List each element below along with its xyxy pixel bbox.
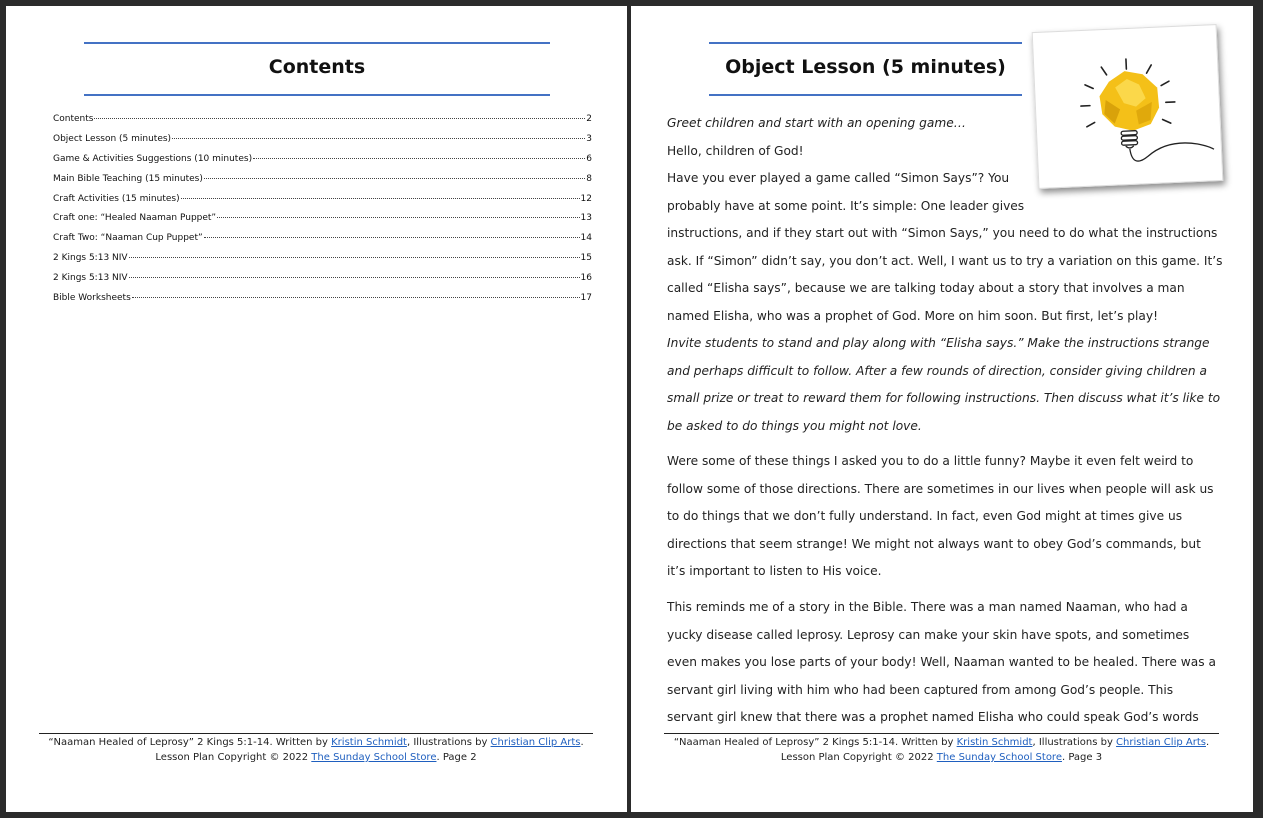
paragraph: [667, 138, 804, 166]
toc-entry[interactable]: [53, 253, 592, 273]
table-of-contents: [53, 114, 592, 313]
toc-entry-title: Craft one: “Healed Naaman Puppet”: [53, 213, 217, 224]
text-line: directions that seem strange! We might not always want to obey God’s commands, but: [667, 536, 1201, 551]
toc-leader-dots: [132, 297, 580, 298]
toc-entry[interactable]: [53, 273, 592, 293]
illustrator-link[interactable]: Christian Clip Arts: [490, 737, 581, 748]
toc-leader-dots: [94, 118, 585, 119]
text-line: servant girl knew that there was a prophet named Elisha who could speak God’s words: [667, 710, 1199, 724]
toc-leader-dots: [253, 158, 585, 159]
toc-entry[interactable]: [53, 233, 592, 253]
toc-entry-title: Craft Activities (15 minutes): [53, 193, 180, 204]
footer-text: , Illustrations by: [406, 737, 491, 748]
toc-entry[interactable]: [53, 114, 592, 134]
paragraph: [667, 110, 966, 138]
footer-text: . Page 2: [436, 752, 477, 763]
footer-text: “Naaman Healed of Leprosy” 2 Kings 5:1-14. Written by: [48, 737, 332, 748]
footer-text: .: [1205, 737, 1210, 748]
text-line: yucky disease called leprosy. Leprosy can make your skin have spots, and sometimes: [667, 627, 1190, 642]
footer: [39, 735, 593, 765]
lightbulb-icon: [1033, 25, 1223, 188]
toc-entry-page: 2: [586, 114, 592, 124]
heading-bottom-rule: [84, 94, 550, 96]
paragraph: [667, 594, 1216, 732]
footer-text: Lesson Plan Copyright © 2022: [155, 752, 312, 763]
page-2: [6, 6, 627, 812]
text-line: Have you ever played a game called “Simon Says”? You: [667, 171, 1010, 185]
toc-entry-title: Game & Activities Suggestions (10 minutes): [53, 153, 253, 164]
store-link[interactable]: The Sunday School Store: [311, 752, 437, 763]
toc-entry-title: 2 Kings 5:13 NIV: [53, 273, 128, 284]
toc-entry-title: Main Bible Teaching (15 minutes): [53, 173, 203, 184]
paragraph: [667, 448, 1214, 586]
toc-entry-title: Object Lesson (5 minutes): [53, 133, 172, 144]
text-line: This reminds me of a story in the Bible. There was a man named Naaman, who had a: [667, 600, 1188, 614]
toc-entry-page: 6: [586, 153, 592, 164]
toc-entry-page: 13: [580, 213, 592, 224]
store-link[interactable]: The Sunday School Store: [936, 752, 1062, 763]
page-3: [631, 6, 1253, 812]
text-line: named Elisha, who was a prophet of God. More on him soon. But first, let’s play!: [667, 308, 1158, 323]
toc-entry[interactable]: [53, 174, 592, 194]
footer-rule: [39, 733, 593, 734]
footer-text: “Naaman Healed of Leprosy” 2 Kings 5:1-14. Written by: [673, 737, 957, 748]
paragraph: [667, 165, 1222, 330]
page-title: Contents: [268, 56, 366, 78]
text-line: and perhaps difficult to follow. After a few rounds of direction, consider giving children a: [667, 363, 1207, 378]
heading-bottom-rule: [709, 94, 1022, 96]
toc-entry-page: 3: [586, 133, 592, 144]
toc-entry[interactable]: [53, 293, 592, 313]
toc-leader-dots: [204, 178, 585, 179]
text-line: called “Elisha says”, because we are talking today about a story that involves a man: [667, 281, 1185, 295]
author-link[interactable]: Kristin Schmidt: [956, 737, 1033, 748]
text-line: instructions, and if they start out with “Simon Says,” you need to do what the instructions: [667, 226, 1218, 240]
toc-entry-title: Craft Two: “Naaman Cup Puppet”: [53, 233, 203, 244]
toc-entry[interactable]: [53, 154, 592, 174]
toc-entry[interactable]: [53, 194, 592, 214]
toc-entry-page: 16: [580, 273, 592, 284]
author-link[interactable]: Kristin Schmidt: [331, 737, 407, 748]
toc-leader-dots: [181, 198, 580, 199]
footer-line-2: [664, 750, 1219, 765]
toc-entry-title: 2 Kings 5:13 NIV: [53, 253, 128, 264]
toc-entry-title: Contents: [53, 114, 94, 124]
text-line: small prize or treat to reward them for following instructions. Then discuss what it’s like to: [667, 391, 1221, 405]
toc-leader-dots: [172, 138, 585, 139]
footer-rule: [664, 733, 1219, 734]
toc-leader-dots: [129, 257, 580, 258]
text-line: it’s important to listen to His voice.: [667, 564, 882, 578]
heading-top-rule: [84, 42, 550, 44]
text-line: Greet children and start with an opening game…: [667, 116, 966, 130]
toc-leader-dots: [217, 217, 579, 218]
footer-text: .: [580, 737, 584, 748]
page-title: Object Lesson (5 minutes): [725, 56, 1006, 78]
toc-entry-title: Bible Worksheets: [53, 293, 131, 304]
text-line: to do things that we don’t fully understand. In fact, even God might at times give us: [667, 509, 1183, 523]
toc-leader-dots: [129, 277, 580, 278]
toc-entry-page: 14: [580, 233, 592, 244]
illustrator-link[interactable]: Christian Clip Arts: [1116, 737, 1206, 748]
paragraph: [667, 330, 1220, 440]
text-line: Were some of these things I asked you to do a little funny? Maybe it even felt weird to: [667, 454, 1194, 468]
text-line: probably have at some point. It’s simple: One leader gives: [667, 198, 1025, 213]
toc-entry-page: 17: [580, 293, 592, 304]
footer-line-1: [39, 735, 593, 750]
text-line: servant girl living with him who had been captured from among God’s people. This: [667, 682, 1174, 697]
text-line: be asked to do things you might not love.: [667, 418, 922, 433]
footer-text: , Illustrations by: [1032, 737, 1117, 748]
text-line: Hello, children of God!: [667, 144, 804, 158]
footer-text: Lesson Plan Copyright © 2022: [780, 752, 937, 763]
text-line: Invite students to stand and play along with “Elisha says.” Make the instructions strange: [667, 336, 1210, 350]
toc-entry-page: 12: [580, 193, 592, 204]
heading-top-rule: [709, 42, 1022, 44]
footer-line-2: [39, 750, 593, 765]
footer-line-1: [664, 735, 1219, 750]
text-line: ask. If “Simon” didn’t say, you don’t act. Well, I want us to try a variation on this game. It’s: [667, 253, 1223, 268]
text-line: even makes you lose parts of your body! Well, Naaman wanted to be healed. There was a: [667, 655, 1216, 669]
toc-entry[interactable]: [53, 213, 592, 233]
text-line: follow some of those directions. There are sometimes in our lives when people will ask us: [667, 481, 1214, 496]
footer-text: . Page 3: [1061, 752, 1103, 763]
toc-entry-page: 15: [580, 253, 592, 264]
footer: [664, 735, 1219, 765]
toc-leader-dots: [204, 237, 580, 238]
toc-entry[interactable]: [53, 134, 592, 154]
toc-entry-page: 8: [586, 173, 592, 184]
